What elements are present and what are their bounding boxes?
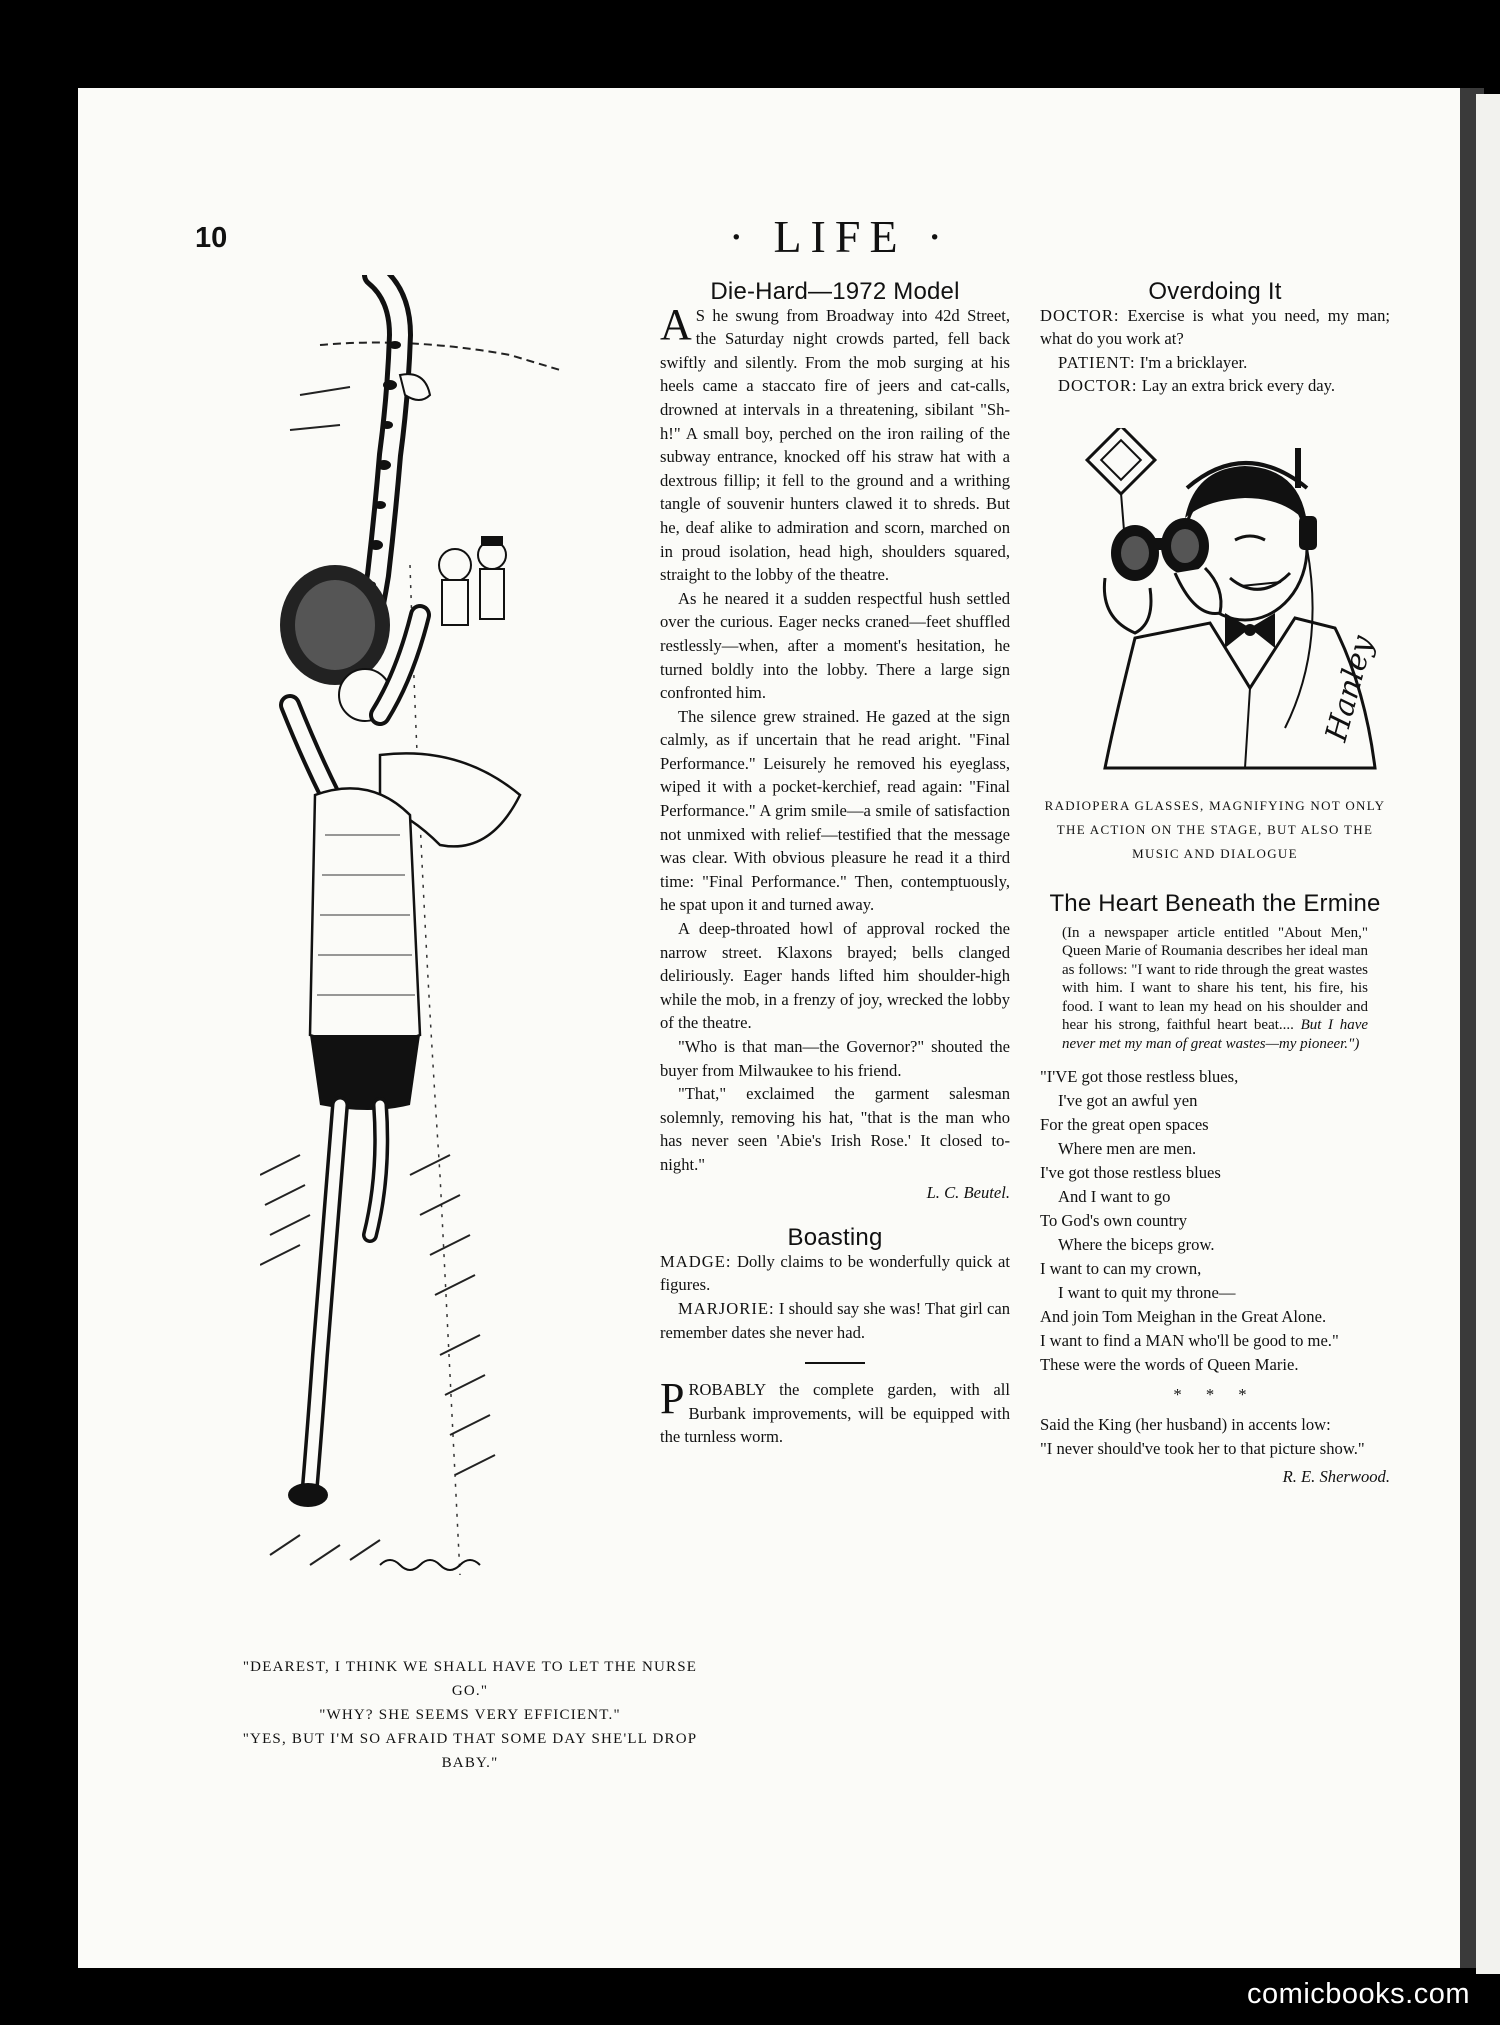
poem-line-13: These were the words of Queen Marie. (1040, 1355, 1299, 1375)
speaker-doctor: DOCTOR: (1040, 305, 1120, 325)
artist-signature-icon (380, 1560, 480, 1570)
boasting-line-2-text: I should say she was! That girl can remember dates she never had. (660, 1298, 1010, 1342)
ermine-intro-italic: But I have never met my man of great wastes—my pioneer.") (1062, 1017, 1369, 1052)
cartoon-caption (240, 1655, 700, 1775)
speaker-madge: MADGE: (660, 1251, 732, 1271)
poem-line-1: "I'VE got those restless blues, (1040, 1067, 1239, 1087)
overdoing-line-2 (1040, 351, 1390, 375)
ermine-intro (1040, 924, 1390, 1054)
ermine-title: The Heart Beneath the Ermine (1049, 889, 1381, 917)
diehard-title: Die-Hard—1972 Model (710, 278, 960, 305)
speaker-patient: PATIENT: (1058, 352, 1136, 372)
middle-column (660, 280, 1010, 1449)
boasting-line-1-text: Dolly claims to be wonderfully quick at figures. (660, 1251, 1010, 1295)
poem-line-5: I've got those restless blues (1040, 1163, 1221, 1183)
overdoing-line-1-text: Exercise is what you need, my man; what do you work at? (1040, 305, 1390, 349)
overdoing-line-1 (1040, 304, 1390, 351)
burbank-paragraph: PROBABLY the complete garden, with all Burbank improvements, will be equipped with the turnless worm. (660, 1374, 1010, 1447)
poem-line-12: I want to find a MAN who'll be good to me." (1040, 1331, 1339, 1351)
caption-line-1: "DEAREST, I THINK WE SHALL HAVE TO LET THE NURSE GO." (242, 1659, 698, 1699)
diehard-paragraph-4: A deep-throated howl of approval rocked the narrow street. Klaxons brayed; bells clanged deliriously. Eager hands lifted him shoulder-high while the mob, in a frenzy of joy, wrecked the lobby of the theatre. (660, 919, 1010, 1033)
overdoing-line-2-text: I'm a bricklayer. (1139, 352, 1248, 372)
diehard-paragraph-2: As he neared it a sudden respectful hush settled over the curious. Eager necks craned—feet shuffled restlessly—when, after a moment's hesitation, he turned boldly into the lobby. There a large sign confronted him. (660, 588, 1010, 703)
overdoing-line-3 (1040, 374, 1390, 398)
diehard-paragraph-6: "That," exclaimed the garment salesman solemnly, removing his hat, "that is the man who has never seen 'Abie's Irish Rose.' It closed to-night." (660, 1084, 1010, 1174)
speaker-doctor-2: DOCTOR: (1058, 376, 1138, 396)
poem-line-6: And I want to go (1058, 1187, 1171, 1207)
poem-line-2: I've got an awful yen (1058, 1091, 1198, 1111)
diehard-signature: L. C. Beutel. (926, 1182, 1010, 1202)
overdoing-title: Overdoing It (1148, 278, 1282, 305)
diehard-paragraph-1: AS he swung from Broadway into 42d Street, the Saturday night crowds parted, fell back swiftly and silently. From the mob surging at his heels came a staccato fire of jeers and cat-calls, drowned at intervals in a threatening, sibilant "Sh-h!" A small boy, perched on the iron railing of the subway entrance, knocked off his straw hat with a dextrous fillip; it fell to the ground and a writhing tangle of souvenir hunters clawed it to shreds. But he, deaf alike to admiration and scorn, marched on in proud isolation, head high, shoulders squared, straight to the lobby of the theatre. (660, 299, 1010, 585)
section-stars: * * * (1173, 1385, 1257, 1405)
overdoing-line-3-text: Lay an extra brick every day. (1141, 376, 1336, 396)
poem-line-9: I want to can my crown, (1040, 1259, 1202, 1279)
poem-closing-2: "I never should've took her to that picture show." (1040, 1439, 1365, 1459)
diehard-paragraph-3: The silence grew strained. He gazed at the sign calmly, as if uncertain that he read aright. "Final Performance." Leisurely he removed his eyeglass, wiped it with a pocket-kerchief, read again: "Final Performance." A grim smile—a smile of satisfaction not unmixed with relief—testified that the message was clear. With obvious pleasure he read it a third time: "Final Performance." Then, contemptuously, he spat upon it and turned away. (660, 706, 1010, 915)
boasting-line-2 (660, 1297, 1010, 1344)
radio-opera-glasses-illustration (1045, 428, 1385, 788)
speaker-marjorie: MARJORIE: (678, 1298, 775, 1318)
nurse-giraffe-illustration (260, 275, 680, 1635)
poem-line-10: I want to quit my throne— (1058, 1283, 1236, 1303)
ermine-signature: R. E. Sherwood. (1282, 1467, 1390, 1487)
poem-closing-1: Said the King (her husband) in accents low: (1040, 1415, 1331, 1435)
page-number: 10 (195, 222, 228, 254)
ermine-intro-text: (In a newspaper article entitled "About Men," Queen Marie of Roumania describes her ideal man as follows: "I want to ride through the great wastes with him. I want to share his tent, his fire, his food. I want to lean my head on his shoulder and hear his strong, faithful heart beat.... (1062, 924, 1368, 1034)
watermark: comicbooks.com (1247, 1978, 1470, 2010)
caption-line-3: "YES, BUT I'M SO AFRAID THAT SOME DAY SHE'LL DROP BABY." (242, 1731, 698, 1771)
boasting-title: Boasting (787, 1224, 883, 1252)
ermine-poem (1040, 1065, 1390, 1461)
poem-line-4: Where men are men. (1058, 1139, 1197, 1159)
masthead: · LIFE · (728, 211, 952, 262)
radio-cartoon-caption: RADIOPERA GLASSES, MAGNIFYING NOT ONLY THE ACTION ON THE STAGE, BUT ALSO THE MUSIC AND DIALOGUE (1044, 797, 1386, 861)
artist-signature: Hanley (1318, 631, 1381, 746)
poem-line-7: To God's own country (1040, 1211, 1188, 1231)
diehard-paragraph-5: "Who is that man—the Governor?" shouted the buyer from Milwaukee to his friend. (660, 1037, 1010, 1080)
section-divider (805, 1362, 865, 1364)
right-column (1040, 280, 1390, 1489)
poem-line-11: And join Tom Meighan in the Great Alone. (1040, 1307, 1327, 1327)
poem-line-3: For the great open spaces (1040, 1115, 1209, 1135)
caption-line-2: "WHY? SHE SEEMS VERY EFFICIENT." (319, 1707, 621, 1723)
poem-line-8: Where the biceps grow. (1058, 1235, 1215, 1255)
boasting-line-1 (660, 1250, 1010, 1297)
next-page-edge (1476, 94, 1500, 1974)
